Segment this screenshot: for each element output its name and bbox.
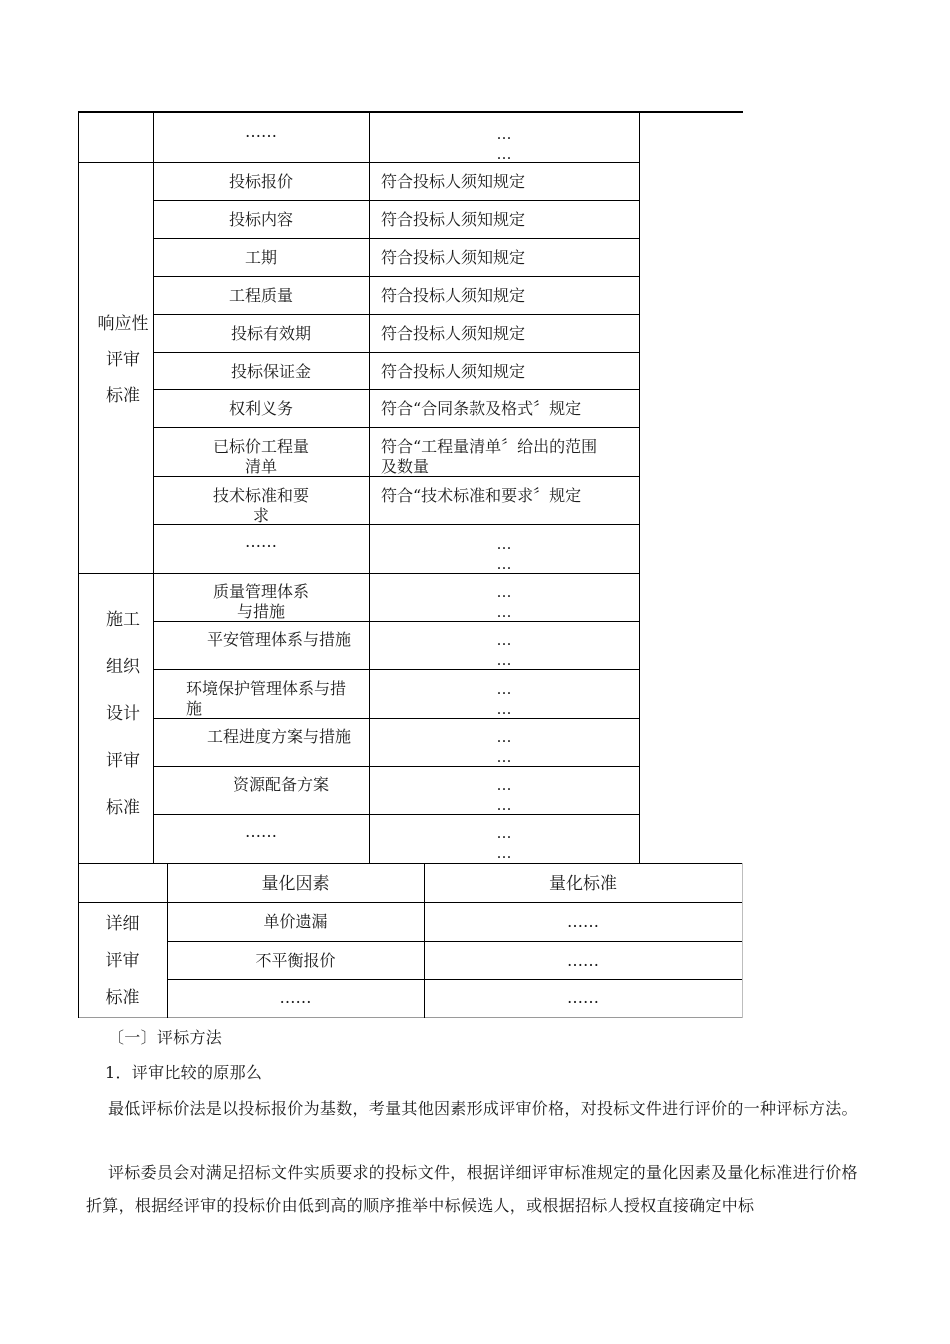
table-cell-factor: 质量管理体系 与措施 — [212, 582, 309, 621]
table-cell-standard: … … — [496, 583, 512, 621]
table1-right-border — [639, 112, 640, 863]
table-cell-standard: 符合“合同条款及格式〞规定 — [381, 399, 582, 418]
table-cell-factor: 已标价工程量 清单 — [212, 437, 309, 476]
table-cell-standard: 符合投标人须知规定 — [381, 210, 526, 229]
table-top-rule — [78, 111, 743, 113]
table2-bottom-border — [78, 1017, 743, 1018]
row-line — [167, 941, 743, 942]
section-heading: 〔一〕评标方法 — [108, 1028, 223, 1047]
detailed-review-label: 详细 评审 标准 — [105, 914, 140, 1008]
table-cell-standard: 符合投标人须知规定 — [381, 362, 526, 381]
table-cell-factor: 环境保护管理体系与措 施 — [186, 679, 347, 718]
table2-right-border — [742, 863, 743, 1018]
table-cell-standard: … … — [496, 631, 512, 669]
table-cell-factor: …… — [245, 822, 277, 841]
table-cell-standard: 符合投标人须知规定 — [381, 286, 526, 305]
sub-heading: 1．评审比较的原那么 — [105, 1063, 263, 1082]
table-cell-standard: … … — [496, 824, 512, 862]
row-line — [153, 200, 640, 201]
table-cell-standard: …… — [567, 988, 599, 1007]
table2-header-separator — [78, 902, 743, 903]
response-review-label: 响应性 评审 标准 — [97, 314, 149, 406]
table-header-factor: 量化因素 — [261, 874, 330, 894]
table2-top-border — [78, 863, 743, 864]
row-line — [167, 979, 743, 980]
table-cell-factor: …… — [245, 122, 277, 141]
table-cell-factor: …… — [245, 532, 277, 551]
table-cell-standard: …… — [567, 912, 599, 931]
table-cell-standard: 符合“技术标准和要求〞规定 — [381, 486, 582, 505]
table1-left-border — [78, 112, 79, 863]
table-cell-standard: … … — [496, 776, 512, 814]
table-cell-standard: … … — [496, 535, 512, 573]
table-cell-factor: 工期 — [244, 248, 277, 267]
ellipsis-line: … — [496, 125, 512, 143]
table-cell-factor: 工程进度方案与措施 — [206, 727, 351, 746]
table-cell-factor: 单价遗漏 — [263, 912, 328, 931]
table-cell-factor: 权利义务 — [228, 399, 293, 418]
table-cell-standard: 符合投标人须知规定 — [381, 248, 526, 267]
table-cell-standard: 符合“工程量清单〞给出的范围 及数量 — [381, 437, 598, 476]
table-cell-standard: 符合投标人须知规定 — [381, 324, 526, 343]
table-cell-standard: …… — [567, 951, 599, 970]
table-cell-factor: 平安管理体系与措施 — [206, 630, 351, 649]
table-cell-factor: 投标报价 — [228, 172, 293, 191]
table-cell-factor: 不平衡报价 — [255, 951, 336, 970]
paragraph: 评标委员会对满足招标文件实质要求的投标文件，根据详细评审标准规定的量化因素及量化标准进行价格折算，根据经评审的投标价由低到高的顺序推举中标候选人，或根据招标人授权直接确定中标 — [86, 1163, 858, 1215]
row-line — [153, 352, 640, 353]
table-cell-standard: 符合投标人须知规定 — [381, 172, 526, 191]
table-cell-factor: …… — [279, 988, 312, 1007]
ellipsis-line: … — [496, 145, 512, 163]
row-line — [153, 238, 640, 239]
table-cell-factor: 资源配备方案 — [232, 775, 329, 794]
table-cell-standard: … … — [496, 728, 512, 766]
row-line — [153, 314, 640, 315]
table-cell-factor: 投标保证金 — [230, 362, 311, 381]
table-header-standard: 量化标准 — [549, 874, 617, 894]
row-line — [153, 276, 640, 277]
row-line — [153, 389, 640, 390]
table-cell-factor: 工程质量 — [228, 286, 293, 305]
construction-design-review-label: 施工 组织 设计 评审 标准 — [106, 610, 140, 818]
paragraph: 最低评标价法是以投标报价为基数，考量其他因素形成评审价格，对投标文件进行评价的一种评标方法。 — [108, 1099, 858, 1118]
table-cell-factor: 投标有效期 — [230, 324, 311, 343]
table-cell-standard: … … — [496, 680, 512, 718]
table-cell-standard — [369, 124, 639, 164]
row-line — [153, 427, 640, 428]
table-cell-factor: 技术标准和要 求 — [212, 486, 309, 525]
table-cell-factor: 投标内容 — [228, 210, 293, 229]
